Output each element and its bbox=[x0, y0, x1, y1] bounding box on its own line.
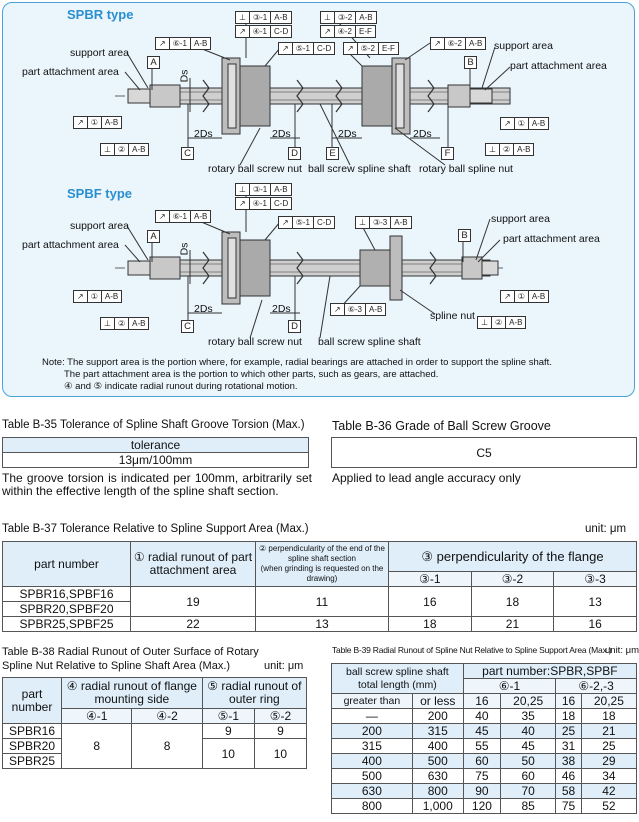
table-b37-header-2: ② perpendicularity of the end of the spline shaft section (when grinding is requested on the drawing) bbox=[256, 542, 389, 587]
table-cell: 75 bbox=[556, 799, 582, 814]
table-b36-description: Applied to lead angle accuracy only bbox=[332, 471, 521, 485]
spbf-callout-4-1: ↗ ④-1 C-D bbox=[235, 197, 292, 210]
table-cell: 18 bbox=[556, 709, 582, 724]
table-cell: 50 bbox=[501, 754, 556, 769]
table-b39-header-2025a: 20,25 bbox=[501, 694, 556, 709]
table-cell: 45 bbox=[501, 739, 556, 754]
table-cell: 45 bbox=[463, 724, 500, 739]
table-b37-unit: unit: μm bbox=[585, 523, 627, 535]
table-b39-header-6-23: ⑥-2,-3 bbox=[556, 679, 637, 694]
table-b39-header-part: part number:SPBR,SPBF bbox=[463, 664, 636, 679]
spbr-datum-f: F bbox=[441, 147, 454, 160]
spbf-callout-2-left: ⊥ ② A-B bbox=[100, 317, 149, 330]
table-cell: 38 bbox=[556, 754, 582, 769]
spbf-datum-d: D bbox=[288, 320, 301, 333]
table-b39-header-orless: or less bbox=[412, 694, 463, 709]
table-b38-row-part: SPBR16 bbox=[3, 724, 62, 739]
table-b37-header-3-1: ③-1 bbox=[389, 572, 472, 587]
table-b35-header: tolerance bbox=[3, 438, 309, 453]
table-cell: 42 bbox=[581, 784, 636, 799]
spbr-part-attachment-right-label: part attachment area bbox=[510, 60, 607, 72]
table-cell: 90 bbox=[463, 784, 500, 799]
table-b38-header-4-1: ④-1 bbox=[62, 709, 132, 724]
table-b37-cell: 18 bbox=[389, 617, 472, 632]
spbf-callout-3-1: ⊥ ③-1 A-B bbox=[235, 183, 292, 196]
spbr-2ds-label-4: 2Ds bbox=[413, 128, 432, 140]
table-cell: 60 bbox=[463, 754, 500, 769]
spbf-callout-1-right: ↗ ① A-B bbox=[500, 290, 549, 303]
table-b35-description: The groove torsion is indicated per 100mm, arbitrarily set within the effective length of the spline shaft section. bbox=[2, 471, 312, 498]
table-cell: 315 bbox=[412, 724, 463, 739]
spbr-2ds-label-1: 2Ds bbox=[194, 128, 213, 140]
spbr-datum-a: A bbox=[147, 56, 160, 69]
table-row bbox=[332, 799, 637, 814]
table-cell: 29 bbox=[581, 754, 636, 769]
spbf-datum-c: C bbox=[181, 320, 194, 333]
table-b37-header-part: part number bbox=[3, 542, 131, 587]
table-cell: 21 bbox=[581, 724, 636, 739]
spbr-support-area-left-label: support area bbox=[70, 47, 129, 59]
note-line-2: The part attachment area is the portion to which other parts, such as gears, are attached. bbox=[64, 369, 439, 380]
table-b39-caption: Table B-39 Radial Runout of Spline Nut Relative to Spline Support Area (Max.) bbox=[332, 645, 612, 655]
spbr-datum-c: C bbox=[181, 147, 194, 160]
table-b38-cell: 10 bbox=[202, 739, 254, 769]
table-b39-header-2025b: 20,25 bbox=[581, 694, 636, 709]
table-b38-cell: 8 bbox=[132, 724, 202, 769]
table-b35-caption: Table B-35 Tolerance of Spline Shaft Groove Torsion (Max.) bbox=[2, 419, 305, 431]
spbf-callout-6-3: ↗ ⑥-3 A-B bbox=[330, 303, 386, 316]
spbr-callout-1: ↗ ① A-B bbox=[73, 116, 122, 129]
table-row bbox=[332, 724, 637, 739]
spbr-callout-3-2: ⊥ ③-2 A-B bbox=[320, 11, 377, 24]
table-b37-header-3-3: ③-3 bbox=[554, 572, 637, 587]
spbr-callout-3-1: ⊥ ③-1 A-B bbox=[235, 11, 292, 24]
spbf-part-attachment-right-label: part attachment area bbox=[503, 233, 600, 245]
table-b37-cell: 19 bbox=[131, 587, 256, 617]
table-row bbox=[332, 709, 637, 724]
table-cell: 34 bbox=[581, 769, 636, 784]
table-cell: 58 bbox=[556, 784, 582, 799]
table-cell: 75 bbox=[463, 769, 500, 784]
spbf-callout-3-3: ⊥ ③-3 A-B bbox=[355, 216, 412, 229]
spbr-datum-d: D bbox=[288, 147, 301, 160]
table-b37-cell: 13 bbox=[256, 617, 389, 632]
spbr-ball-screw-spline-shaft-label: ball screw spline shaft bbox=[308, 163, 411, 175]
table-b38-cell: 9 bbox=[254, 724, 306, 739]
spbr-2ds-label-3: 2Ds bbox=[338, 128, 357, 140]
spbr-support-area-right-label: support area bbox=[494, 40, 553, 52]
table-b37-cell: 11 bbox=[256, 587, 389, 617]
table-cell: 500 bbox=[412, 754, 463, 769]
table-cell: 85 bbox=[501, 799, 556, 814]
spbf-datum-b: B bbox=[458, 229, 471, 242]
spbf-title: SPBF type bbox=[67, 186, 133, 201]
table-b37-cell: 18 bbox=[471, 587, 554, 617]
spbr-shaft-drawing bbox=[115, 13, 510, 165]
table-b37-cell: 21 bbox=[471, 617, 554, 632]
table-row bbox=[332, 769, 637, 784]
spbf-part-attachment-left-label: part attachment area bbox=[22, 239, 119, 251]
table-b37-caption: Table B-37 Tolerance Relative to Spline Support Area (Max.) bbox=[2, 523, 309, 535]
spbf-support-area-left-label: support area bbox=[70, 220, 129, 232]
table-b35 bbox=[2, 437, 309, 468]
spbr-callout-5-1: ↗ ⑤-1 C-D bbox=[278, 42, 335, 55]
table-b38-row-part: SPBR25 bbox=[3, 754, 62, 769]
table-b39-header-16a: 16 bbox=[463, 694, 500, 709]
table-cell: 25 bbox=[581, 739, 636, 754]
table-cell: 630 bbox=[332, 784, 413, 799]
table-cell: 40 bbox=[501, 724, 556, 739]
table-cell: 18 bbox=[581, 709, 636, 724]
table-b37-cell: 13 bbox=[554, 587, 637, 617]
spbf-callout-6-1: ↗ ⑥-1 A-B bbox=[155, 210, 211, 223]
spbr-callout-2-left: ⊥ ② A-B bbox=[100, 143, 149, 156]
spbf-ball-screw-spline-shaft-label: ball screw spline shaft bbox=[318, 336, 421, 348]
spbr-callout-4-2: ↗ ④-2 E-F bbox=[320, 25, 376, 38]
table-cell: 200 bbox=[332, 724, 413, 739]
table-b38-header-5-1: ⑤-1 bbox=[202, 709, 254, 724]
spbf-datum-a: A bbox=[147, 230, 160, 243]
table-cell: 630 bbox=[412, 769, 463, 784]
table-b38-caption-line1: Table B-38 Radial Runout of Outer Surface of Rotary bbox=[2, 646, 259, 658]
spbr-2ds-label-2: 2Ds bbox=[272, 128, 291, 140]
spbf-callout-5-1: ↗ ⑤-1 C-D bbox=[278, 216, 335, 229]
table-b38 bbox=[2, 677, 307, 769]
table-b38-caption-line2: Spline Nut Relative to Spline Shaft Area (Max.) bbox=[2, 660, 231, 672]
note-line-3: ④ and ⑤ indicate radial runout during rotational motion. bbox=[64, 381, 298, 392]
table-row bbox=[332, 784, 637, 799]
table-b38-header-5: ⑤ radial runout of outer ring bbox=[202, 678, 306, 709]
spbf-callout-1: ↗ ① A-B bbox=[73, 290, 122, 303]
spbf-rotary-ball-screw-nut-label: rotary ball screw nut bbox=[208, 336, 302, 348]
table-cell: 500 bbox=[332, 769, 413, 784]
spbr-datum-e: E bbox=[326, 147, 339, 160]
spbr-callout-2-right: ⊥ ② A-B bbox=[485, 143, 534, 156]
table-cell: 25 bbox=[556, 724, 582, 739]
spbr-callout-1-right: ↗ ① A-B bbox=[500, 117, 549, 130]
table-cell: 52 bbox=[581, 799, 636, 814]
table-b36 bbox=[331, 437, 637, 468]
table-b37-header-3: ③ perpendicularity of the flange bbox=[389, 542, 637, 572]
table-b37-header-1: ① radial runout of part attachment area bbox=[131, 542, 256, 587]
spbr-callout-5-2: ↗ ⑤-2 E-F bbox=[343, 42, 399, 55]
table-b38-cell: 10 bbox=[254, 739, 306, 769]
table-b37-cell: 22 bbox=[131, 617, 256, 632]
table-b39-header-16b: 16 bbox=[556, 694, 582, 709]
spbr-part-attachment-left-label: part attachment area bbox=[22, 66, 119, 78]
table-b37-header-3-2: ③-2 bbox=[471, 572, 554, 587]
spbf-callout-2-right: ⊥ ② A-B bbox=[477, 316, 526, 329]
table-cell: 46 bbox=[556, 769, 582, 784]
spbr-callout-6-1: ↗ ⑥-1 A-B bbox=[155, 37, 211, 50]
table-b38-row-part: SPBR20 bbox=[3, 739, 62, 754]
table-b38-unit: unit: μm bbox=[264, 660, 304, 672]
spbf-support-area-right-label: support area bbox=[491, 213, 550, 225]
table-b37-cell: 16 bbox=[554, 617, 637, 632]
table-cell: 35 bbox=[501, 709, 556, 724]
spbr-title: SPBR type bbox=[67, 7, 134, 22]
table-cell: 200 bbox=[412, 709, 463, 724]
table-b38-header-4-2: ④-2 bbox=[132, 709, 202, 724]
table-b38-header-5-2: ⑤-2 bbox=[254, 709, 306, 724]
spbr-rotary-ball-screw-nut-label: rotary ball screw nut bbox=[208, 163, 302, 175]
table-b38-cell: 8 bbox=[62, 724, 132, 769]
spbf-2ds-label-2: 2Ds bbox=[272, 303, 291, 315]
table-b36-caption: Table B-36 Grade of Ball Screw Groove bbox=[332, 419, 551, 433]
table-b39-header-length: ball screw spline shaft total length (mm) bbox=[332, 664, 464, 694]
table-cell: 400 bbox=[332, 754, 413, 769]
spbr-datum-b: B bbox=[464, 56, 477, 69]
table-b39 bbox=[331, 663, 637, 814]
table-b38-header-4: ④ radial runout of flange mounting side bbox=[62, 678, 203, 709]
table-cell: 1,000 bbox=[412, 799, 463, 814]
table-cell: — bbox=[332, 709, 413, 724]
spbf-2ds-label-1: 2Ds bbox=[194, 303, 213, 315]
table-b37-row-part: SPBR16,SPBF16 bbox=[3, 587, 131, 602]
spbr-rotary-ball-spline-nut-label: rotary ball spline nut bbox=[419, 163, 513, 175]
table-cell: 800 bbox=[332, 799, 413, 814]
note-line-1: Note: The support area is the portion where, for example, radial bearings are attached in order to support the spline shaft. bbox=[42, 357, 552, 368]
table-cell: 55 bbox=[463, 739, 500, 754]
table-b36-value: C5 bbox=[332, 438, 637, 468]
table-cell: 70 bbox=[501, 784, 556, 799]
table-b39-header-6-1: ⑥-1 bbox=[463, 679, 556, 694]
table-cell: 315 bbox=[332, 739, 413, 754]
table-cell: 120 bbox=[463, 799, 500, 814]
table-b35-value: 13μm/100mm bbox=[3, 453, 309, 468]
table-cell: 60 bbox=[501, 769, 556, 784]
spbf-spline-nut-label: spline nut bbox=[430, 310, 475, 322]
spbr-callout-6-2: ↗ ⑥-2 A-B bbox=[430, 37, 486, 50]
table-cell: 800 bbox=[412, 784, 463, 799]
spbr-ds-label: Ds bbox=[178, 69, 191, 83]
table-b39-unit: unit: μm bbox=[605, 645, 639, 656]
table-b38-cell: 9 bbox=[202, 724, 254, 739]
table-b37 bbox=[2, 541, 637, 632]
table-b37-row-part: SPBR20,SPBF20 bbox=[3, 602, 131, 617]
table-b38-header-part: part number bbox=[3, 678, 62, 724]
table-row bbox=[332, 739, 637, 754]
table-cell: 400 bbox=[412, 739, 463, 754]
table-b39-header-greater: greater than bbox=[332, 694, 413, 709]
table-row bbox=[332, 754, 637, 769]
table-cell: 31 bbox=[556, 739, 582, 754]
spbr-callout-4-1: ↗ ④-1 C-D bbox=[235, 25, 292, 38]
table-b39-body bbox=[332, 709, 637, 814]
table-cell: 40 bbox=[463, 709, 500, 724]
spbf-ds-label: Ds bbox=[178, 242, 191, 256]
table-b37-row-part: SPBR25,SPBF25 bbox=[3, 617, 131, 632]
table-b37-cell: 16 bbox=[389, 587, 472, 617]
